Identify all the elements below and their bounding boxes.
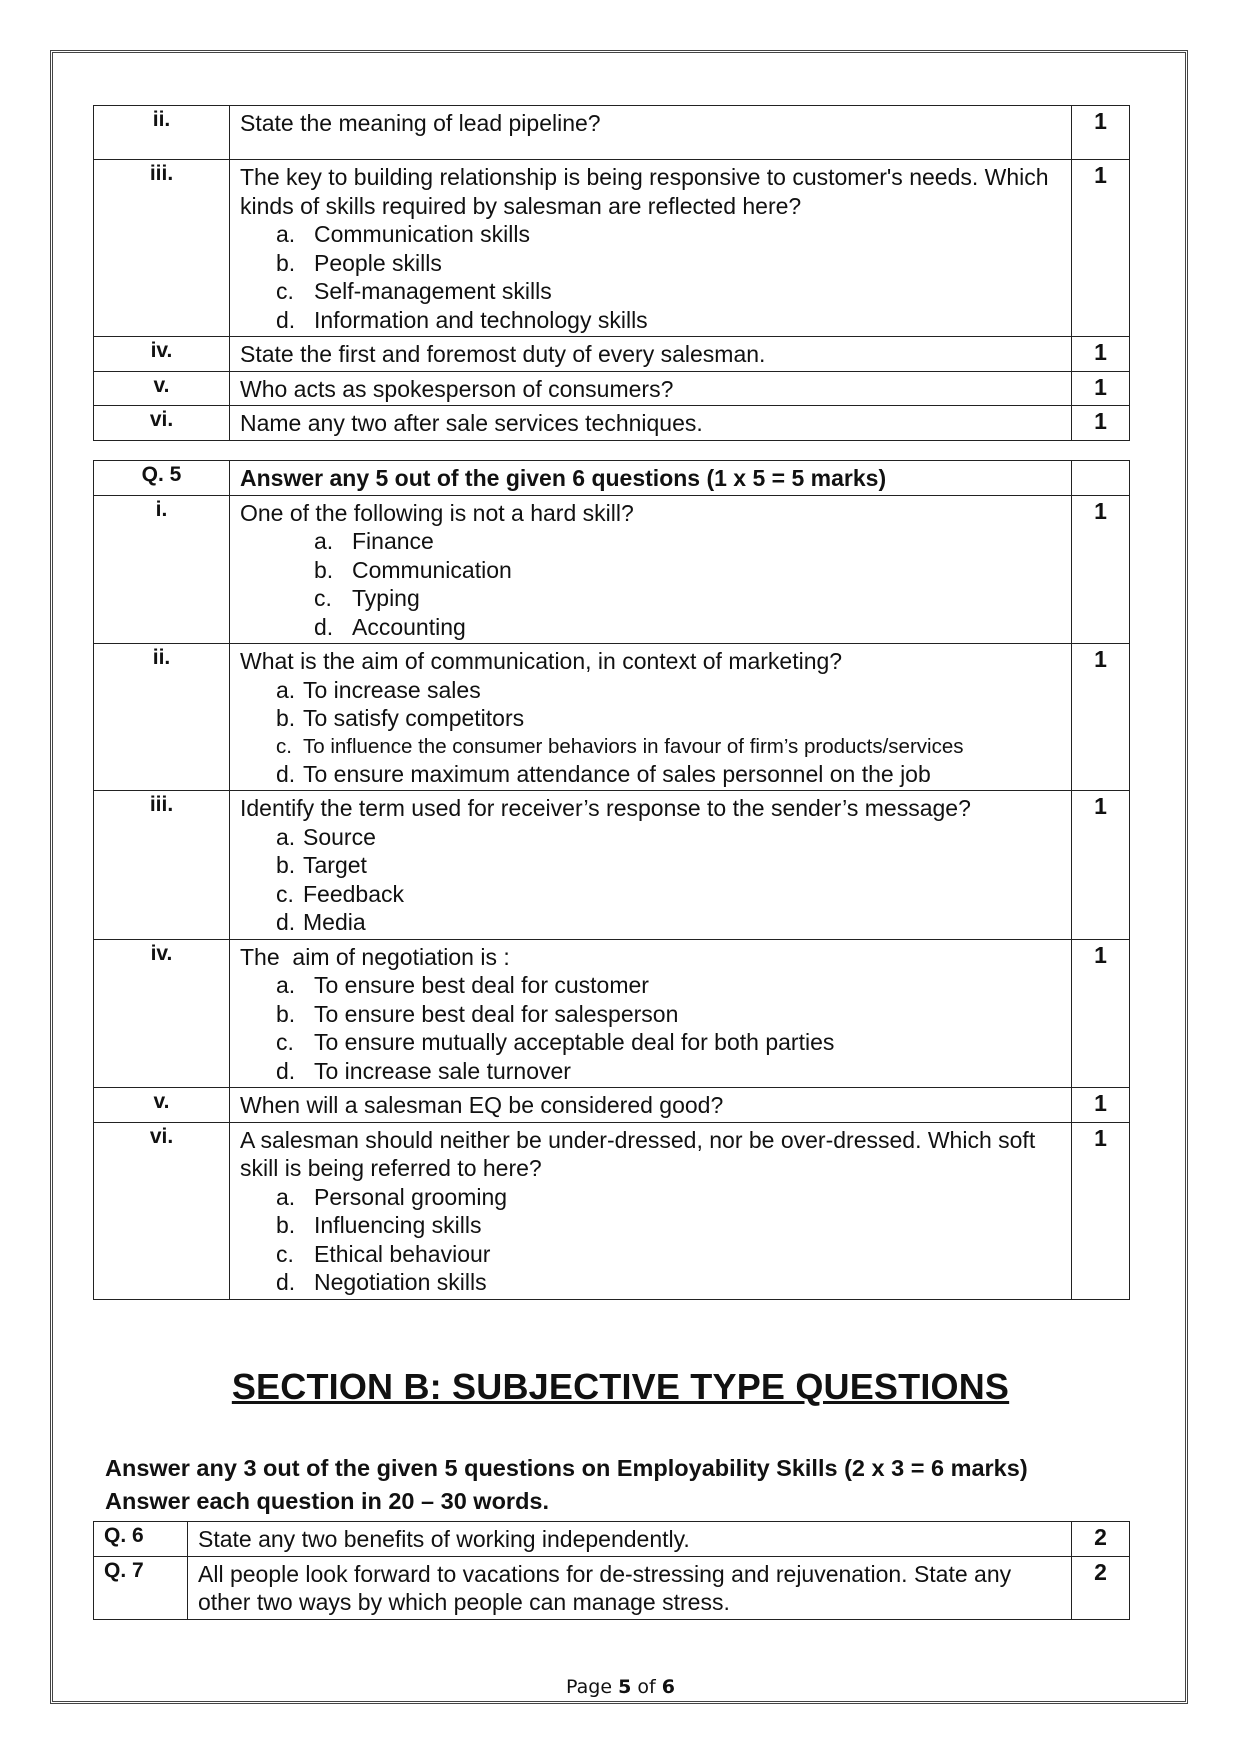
section-title: SECTION B: SUBJECTIVE TYPE QUESTIONS <box>231 1366 1010 1407</box>
list-item: b. To ensure best deal for salesperson <box>276 1000 679 1027</box>
question-marks: 1 <box>1072 337 1130 372</box>
question-marks: 1 <box>1072 406 1130 441</box>
question-text: The aim of negotiation is : <box>240 943 510 970</box>
question-number: iv. <box>94 939 230 1088</box>
question-cell <box>230 791 1072 940</box>
options-list <box>240 971 1061 1085</box>
question-table-q4 <box>93 105 1130 441</box>
list-item: c. Ethical behaviour <box>276 1240 491 1267</box>
question-number: Q. 7 <box>94 1556 188 1619</box>
table-row <box>94 939 1130 1088</box>
table-row <box>94 106 1130 160</box>
question-text: Name any two after sale services techniques. <box>230 406 1072 441</box>
list-item: c. Self-management skills <box>276 278 552 304</box>
table-row <box>94 1556 1130 1619</box>
question-instruction: Answer any 5 out of the given 6 questions (1 x 5 = 5 marks) <box>230 461 1072 496</box>
empty-marks-cell <box>1072 461 1130 496</box>
instruction-line: Answer any 3 out of the given 5 questions on Employability Skills (2 x 3 = 6 marks) <box>105 1455 1028 1481</box>
list-item: a. To increase sales <box>276 676 481 703</box>
options-list <box>240 823 1061 937</box>
list-item: d. Accounting <box>314 613 466 640</box>
list-item: c. To ensure mutually acceptable deal for both parties <box>276 1029 835 1055</box>
table-header-row <box>94 461 1130 496</box>
list-item: b. People skills <box>276 249 442 276</box>
question-number: iii. <box>94 160 230 337</box>
question-cell <box>230 644 1072 791</box>
question-text: State the first and foremost duty of every salesman. <box>230 337 1072 372</box>
question-marks: 1 <box>1072 644 1130 791</box>
options-list <box>240 527 1061 641</box>
question-text: State the meaning of lead pipeline? <box>230 106 1072 160</box>
list-item: b. Target <box>276 852 367 878</box>
table-row <box>94 406 1130 441</box>
list-item: a. Source <box>276 823 376 850</box>
list-item: d. To ensure maximum attendance of sales personnel on the job <box>276 760 931 787</box>
table-row <box>94 160 1130 337</box>
question-text: Who acts as spokesperson of consumers? <box>230 371 1072 406</box>
question-text: A salesman should neither be under-dressed, nor be over-dressed. Which soft skill is being referred to here? <box>240 1126 1036 1181</box>
question-number: iv. <box>94 337 230 372</box>
question-text: State any two benefits of working independently. <box>188 1522 1072 1557</box>
question-number: ii. <box>94 106 230 160</box>
list-item: b. Communication <box>314 556 512 583</box>
options-list <box>240 676 1061 789</box>
question-number: vi. <box>94 1122 230 1299</box>
question-text: One of the following is not a hard skill? <box>240 499 634 526</box>
table-row <box>94 337 1130 372</box>
table-row <box>94 791 1130 940</box>
list-item: c. Feedback <box>276 880 405 907</box>
question-marks: 1 <box>1072 495 1130 644</box>
page-number-footer: Page 5 of 6 <box>566 1676 675 1698</box>
question-number: ii. <box>94 644 230 791</box>
question-marks: 1 <box>1072 791 1130 940</box>
list-item: a. Finance <box>314 528 434 554</box>
question-cell <box>230 939 1072 1088</box>
table-row <box>94 371 1130 406</box>
question-text: Identify the term used for receiver’s response to the sender’s message? <box>240 795 971 821</box>
question-number: Q. 6 <box>94 1522 188 1557</box>
question-marks: 2 <box>1072 1522 1130 1557</box>
question-number: iii. <box>94 791 230 940</box>
question-number: Q. 5 <box>94 461 230 496</box>
list-item: b. To satisfy competitors <box>276 705 525 731</box>
options-list <box>240 220 1061 334</box>
list-item: d. Information and technology skills <box>276 306 648 333</box>
question-number: i. <box>94 495 230 644</box>
table-row <box>94 1122 1130 1299</box>
question-marks: 1 <box>1072 939 1130 1088</box>
options-list <box>240 1183 1061 1297</box>
question-text: What is the aim of communication, in context of marketing? <box>240 648 843 674</box>
section-instructions <box>105 1452 1028 1518</box>
question-table-section-b <box>93 1521 1130 1620</box>
table-row <box>94 495 1130 644</box>
question-cell <box>230 495 1072 644</box>
table-row <box>94 644 1130 791</box>
table-row <box>94 1088 1130 1123</box>
question-marks: 2 <box>1072 1556 1130 1619</box>
list-item: a. Personal grooming <box>276 1183 508 1210</box>
question-text: When will a salesman EQ be considered good? <box>230 1088 1072 1123</box>
question-table-q5 <box>93 460 1130 1300</box>
question-marks: 1 <box>1072 1088 1130 1123</box>
question-marks: 1 <box>1072 160 1130 337</box>
list-item: d. Media <box>276 909 366 935</box>
list-item: c. To influence the consumer behaviors in favour of firm’s products/services <box>276 734 964 758</box>
list-item: b. Influencing skills <box>276 1212 482 1238</box>
table-row <box>94 1522 1130 1557</box>
question-number: v. <box>94 1088 230 1123</box>
question-marks: 1 <box>1072 371 1130 406</box>
list-item: c. Typing <box>314 585 420 611</box>
question-text: The key to building relationship is being responsive to customer's needs. Which kinds of skills required by salesman are reflected here? <box>240 164 1049 219</box>
question-cell <box>230 160 1072 337</box>
question-marks: 1 <box>1072 1122 1130 1299</box>
question-marks: 1 <box>1072 106 1130 160</box>
question-number: vi. <box>94 406 230 441</box>
list-item: a. To ensure best deal for customer <box>276 972 649 998</box>
list-item: d. Negotiation skills <box>276 1269 487 1295</box>
question-cell <box>230 1122 1072 1299</box>
question-number: v. <box>94 371 230 406</box>
instruction-line: Answer each question in 20 – 30 words. <box>105 1488 550 1514</box>
list-item: a. Communication skills <box>276 221 531 247</box>
list-item: d. To increase sale turnover <box>276 1057 571 1084</box>
question-text: All people look forward to vacations for de-stressing and rejuvenation. State any other two ways by which people can manage stress. <box>188 1556 1072 1619</box>
